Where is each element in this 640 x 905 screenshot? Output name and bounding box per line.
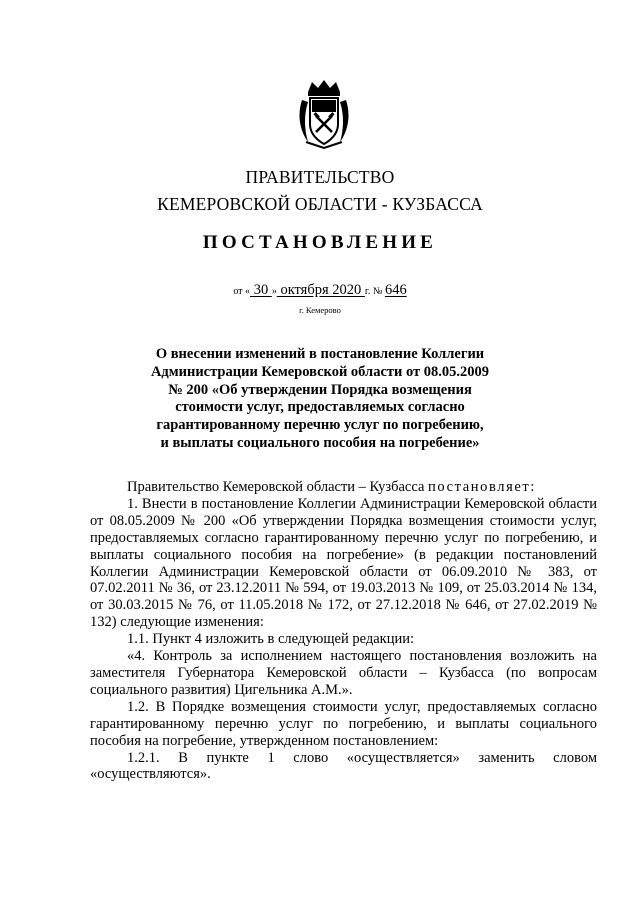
date-mid: » (271, 286, 277, 297)
intro-paragraph (90, 479, 597, 496)
document-type-title: ПОСТАНОВЛЕНИЕ (202, 232, 438, 253)
coat-of-arms-emblem (296, 78, 352, 150)
title-line: О внесении изменений в постановление Коллегии (155, 346, 485, 362)
government-name-line2: КЕМЕРОВСКОЙ ОБЛАСТИ - КУЗБАССА (157, 194, 483, 214)
date-day: 30 (250, 282, 272, 298)
document-number: 646 (384, 282, 407, 298)
date-prefix: от « (233, 286, 251, 297)
intro-text: Правительство Кемеровской области – Кузбасса (127, 479, 429, 495)
paragraph-1-2: 1.2. В Порядке возмещения стоимости услуг, предоставляемых согласно гарантированному перечню услуг по погребению, и выплаты социального пособия на погребение, утвержденном постановлением: (90, 698, 597, 749)
document-number-label: № (372, 286, 383, 297)
city-label: г. Кемерово (299, 305, 341, 315)
intro-keyword: постановляет (428, 479, 531, 495)
resolution-title (120, 346, 520, 453)
government-name-line1: ПРАВИТЕЛЬСТВО (245, 167, 395, 187)
paragraph-quote-4: «4. Контроль за исполнением настоящего постановления возложить на заместителя Губернатора Кемеровской области – Кузбасса (по вопросам социального развития) Цигельника А.М.». (90, 648, 597, 698)
date-year-suffix: г. (364, 286, 371, 297)
title-line: и выплаты социального пособия на погребение» (160, 434, 480, 451)
title-line: стоимости услуг, предоставляемых согласно (175, 399, 465, 416)
title-line: гарантированному перечню услуг по погребению, (156, 417, 484, 434)
paragraph-1-2-1: 1.2.1. В пункте 1 слово «осуществляется» заменить словом «осуществляются». (90, 749, 597, 783)
intro-colon: : (530, 479, 535, 495)
paragraph-1: 1. Внести в постановление Коллегии Администрации Кемеровской области от 08.05.2009 № 200 «Об утверждении Порядка возмещения стоимости услуг, предоставляемых согласно гарантированному перечню услуг по погребению, и выплаты социального пособия на погребение» (в редакции постановлений Коллегии Администрации Кемеровской области от 06.09.2010 № 383, от 07.02.2011 № 36, от 23.12.2011 № 594, от 19.03.2013 № 109, от 25.03.2014 № 134, от 30.03.2015 № 76, от 11.05.2018 № 172, от 27.12.2018 № 646, от 27.02.2019 № 132) следующие изменения: (90, 495, 597, 631)
title-line: № 200 «Об утверждении Порядка возмещения (168, 381, 472, 398)
title-line: Администрации Кемеровской области от 08.05.2009 (150, 363, 490, 380)
date-line (0, 282, 640, 299)
paragraph-1-1: 1.1. Пункт 4 изложить в следующей редакции: (127, 631, 415, 648)
resolution-body (90, 479, 597, 783)
date-month-year: октября 2020 (276, 282, 365, 298)
